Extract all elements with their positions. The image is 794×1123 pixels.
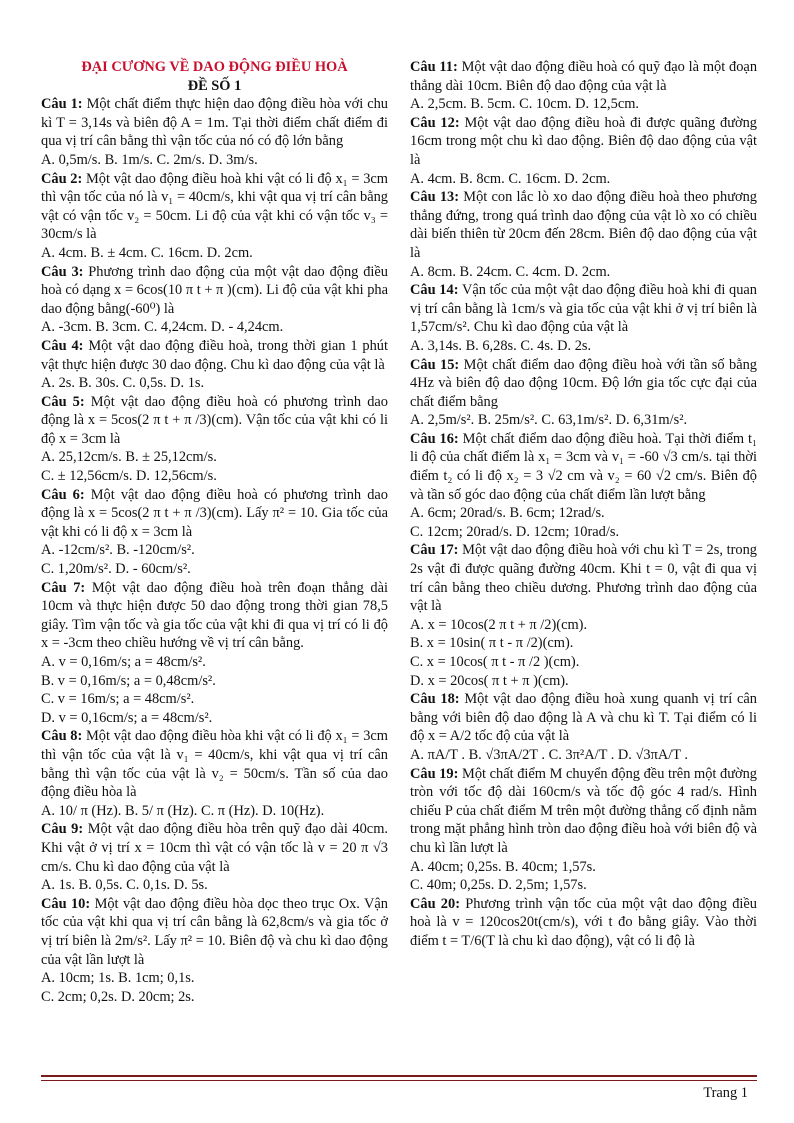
answer-options: A. -12cm/s². B. -120cm/s². bbox=[41, 542, 195, 559]
question-item bbox=[410, 895, 757, 951]
right-question-list bbox=[410, 58, 757, 951]
question-text: Một chất điểm dao động điều hoà với tần số bằng 4Hz và biên độ dao động 10cm. Độ lớn gia tốc cực đại của chất điểm bằng bbox=[410, 356, 757, 410]
answer-options: A. 2s. B. 30s. C. 0,5s. D. 1s. bbox=[41, 375, 205, 392]
left-question-list bbox=[41, 95, 388, 1006]
answer-options: A. 2,5m/s². B. 25m/s². C. 63,1m/s². D. 6,31m/s². bbox=[410, 412, 688, 429]
question-item bbox=[41, 895, 388, 969]
left-column bbox=[41, 58, 388, 1006]
question-item bbox=[41, 337, 388, 374]
question-text: Một con lắc lò xo dao động điều hoà theo phương thẳng đứng, trong quá trình dao động của vật lò xo có chiều dài biến thiên từ 20cm đến 28cm. Biên độ dao động của vật là bbox=[410, 189, 757, 261]
answer-options: B. x = 10sin( π t - π /2)(cm). bbox=[410, 635, 574, 652]
answer-options: C. 2cm; 0,2s. D. 20cm; 2s. bbox=[41, 988, 195, 1005]
question-label: Câu 7: bbox=[41, 579, 86, 596]
answer-options: A. 25,12cm/s. B. ± 25,12cm/s. bbox=[41, 449, 217, 466]
question-item bbox=[410, 58, 757, 95]
answer-options: A. 0,5m/s. B. 1m/s. C. 2m/s. D. 3m/s. bbox=[41, 151, 258, 168]
answer-options: C. ± 12,56cm/s. D. 12,56cm/s. bbox=[41, 468, 217, 485]
answer-options: A. x = 10cos(2 π t + π /2)(cm). bbox=[410, 616, 588, 633]
question-item bbox=[410, 541, 757, 615]
question-text: Một vật dao động điều hoà có phương trình dao động là x = 5cos(2 π t + π /3)(cm). Vận tốc của vật khi có li độ x = 3cm là bbox=[41, 393, 388, 447]
question-text: Một vật dao động điều hoà khi vật có li độ x₁ = 3cm thì vận tốc của nó là v₁ = 40cm/s, khi vật qua vị trí cân bằng vật có vận tốc v₂ = 50cm. Li độ của vật khi có vận tốc v₃ = 30cm/s là bbox=[41, 170, 388, 243]
question-label: Câu 18: bbox=[410, 691, 460, 708]
answer-options: B. v = 0,16m/s; a = 0,48cm/s². bbox=[41, 672, 216, 689]
question-item bbox=[410, 188, 757, 262]
question-text: Một vật dao động điều hoà đi được quãng đường 16cm trong một chu kì dao động. Biên độ dao động của vật là bbox=[410, 114, 757, 168]
document-title: ĐẠI CƯƠNG VỀ DAO ĐỘNG ĐIỀU HOÀ bbox=[81, 59, 348, 75]
question-text: Một chất điểm dao động điều hoà. Tại thời điểm t₁ li độ của chất điểm là x₁ = 3cm và v₁ = -60 √3 cm/s. tại thời điểm t₂ có li độ x₂ = 3 √2 cm và v₂ = 60 √2 cm/s. Biên độ và tần số góc dao động của chất điểm lần lượt bằng bbox=[410, 430, 757, 503]
question-label: Câu 11: bbox=[410, 59, 458, 75]
question-text: Phương trình dao động của một vật dao động điều hoà có dạng x = 6cos(10 π t + π )(cm). Li độ của vật khi pha dao động bằng(-60⁰) là bbox=[41, 263, 388, 317]
question-text: Phương trình vận tốc của một vật dao động điều hoà là v = 120cos20t(cm/s), với t đo bằng giây. Vào thời điểm t = T/6(T là chu kì dao động), vật có li độ là bbox=[410, 895, 757, 949]
question-label: Câu 20: bbox=[410, 895, 460, 912]
question-label: Câu 8: bbox=[41, 728, 83, 745]
answer-options: A. 2,5cm. B. 5cm. C. 10cm. D. 12,5cm. bbox=[410, 96, 640, 113]
question-text: Một vật dao động điều hoà xung quanh vị trí cân bằng với biên độ dao động là A và chu kì T. Tại điểm có li độ x = A/2 tốc độ của vật là bbox=[410, 691, 757, 745]
question-item bbox=[410, 430, 757, 504]
question-label: Câu 14: bbox=[410, 282, 459, 299]
footer-rule-thin bbox=[41, 1080, 757, 1081]
answer-options: A. 3,14s. B. 6,28s. C. 4s. D. 2s. bbox=[410, 337, 592, 354]
question-text: Một vật dao động điều hoà với chu kì T = 2s, trong 2s vật đi được quãng đường 40cm. Khi t = 0, vật đi qua vị trí cân bằng theo chiều dương. Phương trình dao động của vật là bbox=[410, 542, 757, 615]
question-text: Một vật dao động điều hòa trên quỹ đạo dài 40cm. Khi vật ở vị trí x = 10cm thì vật có vận tốc là v = 20 π √3 cm/s. Chu kì dao động của vật là bbox=[41, 821, 388, 875]
answer-options: D. v = 0,16cm/s; a = 48cm/s². bbox=[41, 709, 213, 726]
question-label: Câu 2: bbox=[41, 170, 83, 187]
question-item bbox=[410, 281, 757, 337]
question-text: Vận tốc của một vật dao động điều hoà khi đi quan vị trí cân bằng là 1cm/s và gia tốc của vật khi ở vị trí biên là 1,57cm/s². Chu kì dao động của vật là bbox=[410, 282, 758, 336]
answer-options: A. 4cm. B. 8cm. C. 16cm. D. 2cm. bbox=[410, 170, 611, 187]
answer-options: A. πA/T . B. √3πA/2T . C. 3π²A/T . D. √3πA/T . bbox=[410, 746, 688, 763]
question-label: Câu 5: bbox=[41, 393, 85, 410]
page-number: Trang 1 bbox=[703, 1085, 748, 1101]
answer-options: A. 6cm; 20rad/s. B. 6cm; 12rad/s. bbox=[410, 505, 605, 522]
answer-options: C. 40m; 0,25s. D. 2,5m; 1,57s. bbox=[410, 877, 587, 894]
answer-options: A. 8cm. B. 24cm. C. 4cm. D. 2cm. bbox=[410, 263, 611, 280]
footer-rule-thick bbox=[41, 1075, 757, 1077]
question-item bbox=[410, 356, 757, 412]
question-label: Câu 10: bbox=[41, 895, 91, 912]
question-label: Câu 3: bbox=[41, 263, 84, 280]
question-label: Câu 19: bbox=[410, 765, 459, 782]
question-label: Câu 4: bbox=[41, 337, 84, 354]
answer-options: C. v = 16m/s; a = 48cm/s². bbox=[41, 691, 195, 708]
question-item bbox=[410, 114, 757, 170]
question-text: Một vật dao động điều hoà, trong thời gian 1 phút vật thực hiện được 30 dao động. Chu kì dao động của vật là bbox=[41, 337, 388, 373]
question-text: Một chất điểm thực hiện dao động điều hòa với chu kì T = 3,14s và biên độ A = 1m. Tại thời điểm chất điểm đi qua vị trí cân bằng thì vận tốc của nó có độ lớn bằng bbox=[41, 96, 388, 150]
question-label: Câu 1: bbox=[41, 96, 83, 113]
question-item bbox=[41, 820, 388, 876]
question-item bbox=[41, 263, 388, 319]
question-item bbox=[41, 95, 388, 151]
question-text: Một vật dao động điều hoà có quỹ đạo là một đoạn thẳng dài 10cm. Biên độ dao động của vật là bbox=[410, 59, 758, 94]
answer-options: A. -3cm. B. 3cm. C. 4,24cm. D. - 4,24cm. bbox=[41, 319, 284, 336]
question-text: Một vật dao động điều hòa dọc theo trục Ox. Vận tốc của vật khi qua vị trí cân bằng là 62,8cm/s và gia tốc ở vị trí biên là 2m/s². Lấy π² = 10. Biên độ và chu kì dao động của vật lần lượt là bbox=[41, 895, 388, 968]
question-item bbox=[41, 170, 388, 244]
question-item bbox=[410, 765, 757, 858]
question-label: Câu 17: bbox=[410, 542, 459, 559]
question-text: Một chất điểm M chuyển động đều trên một đường tròn với tốc độ dài 160cm/s và tốc độ góc 4 rad/s. Hình chiếu P của chất điểm M trên một đường thẳng cố định nằm trong mặt phẳng hình tròn dao động điều hoà với biên độ và chu kì lần lượt là bbox=[410, 765, 758, 856]
answer-options: A. v = 0,16m/s; a = 48cm/s². bbox=[41, 654, 206, 670]
question-label: Câu 15: bbox=[410, 356, 460, 373]
answer-options: C. 12cm; 20rad/s. D. 12cm; 10rad/s. bbox=[410, 523, 620, 540]
answer-options: C. x = 10cos( π t - π /2 )(cm). bbox=[410, 654, 580, 670]
answer-options: A. 4cm. B. ± 4cm. C. 16cm. D. 2cm. bbox=[41, 244, 253, 261]
document-subtitle: ĐỀ SỐ 1 bbox=[187, 77, 242, 94]
question-text: Một vật dao động điều hòa khi vật có li độ x₁ = 3cm thì vận tốc của vật là v₁ = 40cm/s, khi vật qua vị trí cân bằng thì vận tốc của vật là v₂ = 50cm/s. Tần số của dao động điều hòa là bbox=[41, 728, 388, 801]
answer-options: A. 40cm; 0,25s. B. 40cm; 1,57s. bbox=[410, 858, 596, 875]
document-page bbox=[41, 58, 757, 1108]
question-label: Câu 12: bbox=[410, 114, 460, 131]
question-item bbox=[41, 579, 388, 653]
question-text: Một vật dao động điều hoà trên đoạn thẳng dài 10cm và thực hiện được 50 dao động trong thời gian 78,5 giây. Tìm vận tốc và gia tốc của vật khi đi qua vị trí có li độ x = -3cm theo chiều hướng về vị trí cân bằng. bbox=[41, 579, 388, 652]
question-label: Câu 13: bbox=[410, 189, 460, 206]
answer-options: D. x = 20cos( π t + π )(cm). bbox=[410, 672, 569, 689]
question-item bbox=[410, 690, 757, 746]
question-label: Câu 6: bbox=[41, 486, 85, 503]
question-item bbox=[41, 486, 388, 542]
question-label: Câu 16: bbox=[410, 430, 459, 447]
answer-options: A. 10cm; 1s. B. 1cm; 0,1s. bbox=[41, 970, 195, 987]
answer-options: C. 1,20m/s². D. - 60cm/s². bbox=[41, 561, 191, 578]
question-text: Một vật dao động điều hoà có phương trình dao động là x = 5cos(2 π t + π /3)(cm). Lấy π² = 10. Gia tốc của vật khi có li độ x = 3cm là bbox=[41, 486, 388, 540]
answer-options: A. 10/ π (Hz). B. 5/ π (Hz). C. π (Hz). D. 10(Hz). bbox=[41, 802, 325, 819]
answer-options: A. 1s. B. 0,5s. C. 0,1s. D. 5s. bbox=[41, 877, 208, 894]
right-column bbox=[410, 58, 757, 951]
question-item bbox=[41, 393, 388, 449]
question-item bbox=[41, 727, 388, 801]
question-label: Câu 9: bbox=[41, 821, 84, 838]
